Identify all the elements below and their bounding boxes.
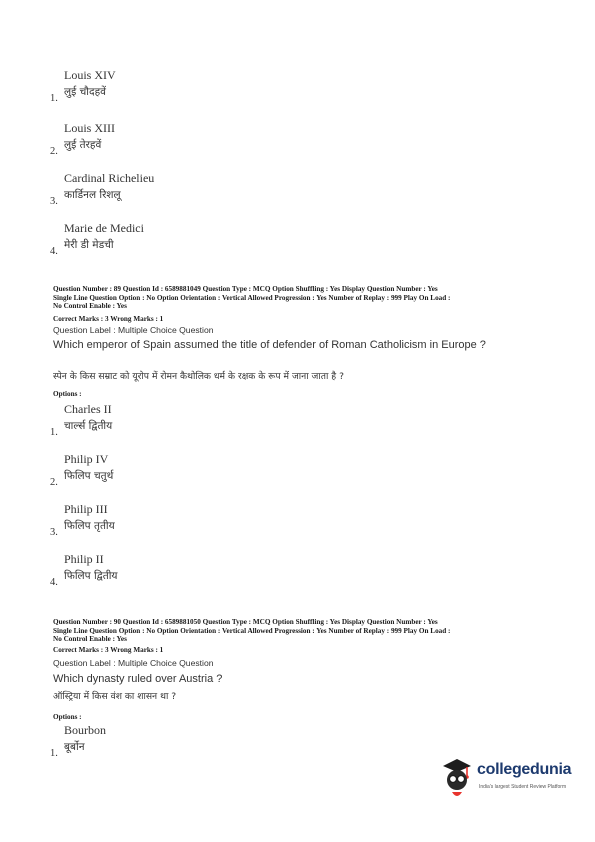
option-text-hi: बूर्बोन xyxy=(64,741,85,753)
option-text-en: Philip II xyxy=(64,552,104,566)
collegedunia-logo xyxy=(439,756,579,804)
option-text-en: Bourbon xyxy=(64,723,106,737)
option-text-hi: फिलिप द्वितीय xyxy=(64,570,118,582)
option-text-en: Philip III xyxy=(64,502,108,516)
option-number: 4. xyxy=(50,246,58,257)
option-text-en: Louis XIII xyxy=(64,121,115,135)
meta-line: Question Number : 89 Question Id : 6589881049 Question Type : MCQ Option Shuffling : Yes Display Question Number : Yes xyxy=(53,285,438,293)
option-number: 1. xyxy=(50,427,58,438)
question-label: Question Label : Multiple Choice Question xyxy=(53,658,214,668)
question-meta xyxy=(53,285,553,311)
option-number: 1. xyxy=(50,93,58,104)
meta-line: Single Line Question Option : No Option Orientation : Vertical Allowed Progression : Yes Number of Replay : 999 Play On Load : xyxy=(53,626,451,635)
option-text-en: Louis XIV xyxy=(64,68,116,82)
meta-line: No Control Enable : Yes xyxy=(53,635,127,644)
meta-line: Single Line Question Option : No Option Orientation : Vertical Allowed Progression : Yes Number of Replay : 999 Play On Load : xyxy=(53,293,451,302)
question-text: Which dynasty ruled over Austria ? xyxy=(53,673,223,685)
brand-tagline: India's largest Student Review Platform xyxy=(479,784,567,790)
meta-line: Question Number : 90 Question Id : 6589881050 Question Type : MCQ Option Shuffling : Yes Display Question Number : Yes xyxy=(53,618,438,626)
question-meta xyxy=(53,618,553,644)
meta-line: No Control Enable : Yes xyxy=(53,302,127,311)
option-text-hi: लुई तेरहवें xyxy=(64,139,102,151)
option-text-en: Cardinal Richelieu xyxy=(64,171,155,185)
option-text-hi: लुई चौदहवें xyxy=(64,86,106,98)
option-text-en: Marie de Medici xyxy=(64,221,144,235)
option-text-en: Philip IV xyxy=(64,452,109,466)
option-text-hi: फिलिप चतुर्थ xyxy=(64,470,114,482)
question-text-hindi: स्पेन के किस सम्राट को यूरोप में रोमन कैथोलिक धर्म के रक्षक के रूप में जाना जाता है ? xyxy=(53,371,344,382)
brand-name: collegedunia xyxy=(477,761,572,778)
graduate-mascot-icon xyxy=(439,756,475,800)
question-text: Which emperor of Spain assumed the title of defender of Roman Catholicism in Europe ? xyxy=(53,339,486,351)
option-number: 3. xyxy=(50,196,58,207)
question-marks: Correct Marks : 3 Wrong Marks : 1 xyxy=(53,646,164,654)
option-number: 2. xyxy=(50,477,58,488)
option-text-hi: कार्डिनल रिशलू xyxy=(64,189,121,201)
option-number: 4. xyxy=(50,577,58,588)
question-label: Question Label : Multiple Choice Question xyxy=(53,325,214,335)
option-text-hi: फिलिप तृतीय xyxy=(64,520,115,532)
question-text-hindi: ऑस्ट्रिया में किस वंश का शासन था ? xyxy=(53,691,177,702)
options-label: Options : xyxy=(53,390,82,398)
option-text-hi: मेरी डी मेडची xyxy=(64,239,114,251)
options-label: Options : xyxy=(53,713,82,721)
option-number: 2. xyxy=(50,146,58,157)
option-number: 3. xyxy=(50,527,58,538)
option-text-en: Charles II xyxy=(64,402,112,416)
question-marks: Correct Marks : 3 Wrong Marks : 1 xyxy=(53,315,164,323)
option-text-hi: चार्ल्स द्वितीय xyxy=(64,420,113,432)
option-number: 1. xyxy=(50,748,58,759)
